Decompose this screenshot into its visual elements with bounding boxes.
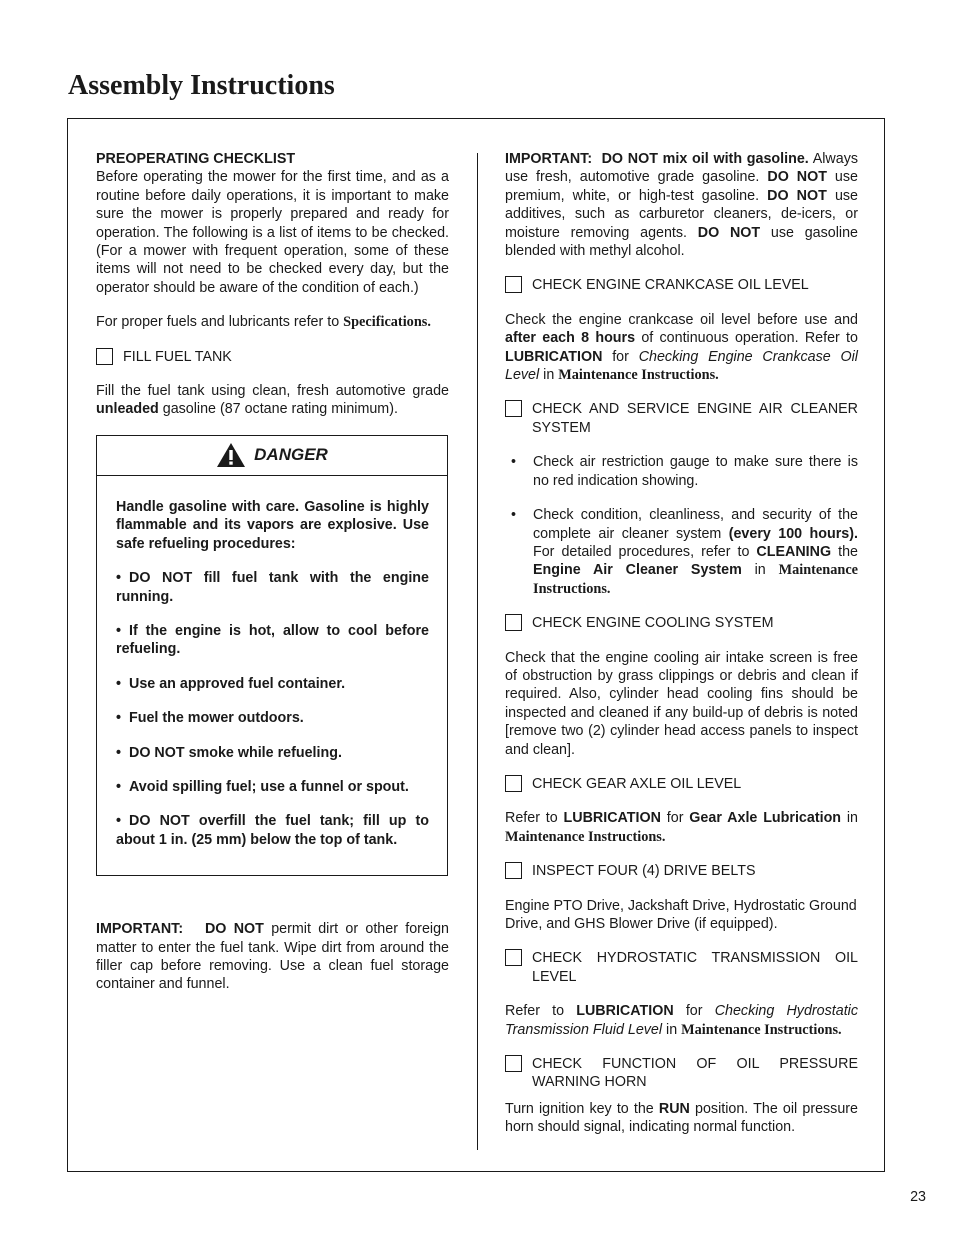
text: Refer to <box>505 1003 577 1020</box>
text: Check the engine crankcase oil level before use and <box>505 311 858 328</box>
text: Check condition, cleanliness, and security of the complete air cleaner system <box>533 507 858 542</box>
left-column <box>96 150 449 994</box>
gear-axle-paragraph <box>505 809 858 846</box>
danger-item-text: Use an approved fuel container. <box>129 675 346 692</box>
text: for <box>660 810 690 827</box>
crankcase-paragraph <box>505 311 858 385</box>
bold-text: after each 8 hours <box>505 330 636 347</box>
right-column <box>505 150 858 1137</box>
checklist-item-hydrostatic <box>505 949 858 986</box>
bold-text: LUBRICATION <box>576 1003 674 1020</box>
danger-item <box>116 569 429 606</box>
warning-horn-label: CHECK FUNCTION OF OIL PRESSURE WARNING HORN <box>532 1056 858 1091</box>
bullet-icon: • <box>116 813 122 830</box>
crankcase-oil-label: CHECK ENGINE CRANKCASE OIL LEVEL <box>532 277 809 294</box>
text: the <box>831 543 858 560</box>
fill-fuel-paragraph <box>96 382 449 419</box>
checklist-item-gear-axle <box>505 775 858 793</box>
maintenance-ref: Maintenance Instructions. <box>505 828 666 845</box>
warning-triangle-icon <box>216 442 246 468</box>
danger-item-text: DO NOT smoke while refueling. <box>129 744 342 761</box>
danger-header <box>97 436 447 476</box>
important-bold: DO NOT <box>697 224 761 241</box>
fuels-text: For proper fuels and lubricants refer to <box>96 314 344 331</box>
bold-text: LUBRICATION <box>563 810 661 827</box>
important-text: use additives, such as carburetor cleaners, de-icers, or moisture removing agents. <box>505 187 858 241</box>
column-divider <box>477 153 478 1150</box>
danger-intro: Handle gasoline with care. Gasoline is highly flammable and its vapors are explosive. Use safe refueling procedures: <box>116 498 429 552</box>
warning-horn-paragraph <box>505 1100 858 1137</box>
italic-text: Checking Hydrostatic Transmission Fluid Level <box>505 1003 858 1038</box>
important-bold: DO NOT <box>767 187 827 204</box>
drive-belts-paragraph: Engine PTO Drive, Jackshaft Drive, Hydrostatic Ground Drive, and GHS Blower Drive (if equipped). <box>505 897 857 932</box>
danger-item <box>116 709 429 727</box>
important-text: use gasoline blended with methyl alcohol. <box>505 224 858 260</box>
text: in <box>662 1021 682 1038</box>
danger-body <box>97 476 447 875</box>
air-restriction-text: Check air restriction gauge to make sure there is no red indication showing. <box>533 454 858 489</box>
fill-fuel-tank-label: FILL FUEL TANK <box>123 348 232 365</box>
bullet-icon: • <box>116 710 122 727</box>
danger-item <box>116 744 429 762</box>
text: in <box>741 562 779 579</box>
danger-item-text: DO NOT overfill the fuel tank; fill up to about 1 in. (25 mm) below the top of tank. <box>116 813 429 848</box>
crankcase-oil-checkbox[interactable] <box>505 276 522 293</box>
danger-item <box>116 778 429 796</box>
unleaded-text: unleaded <box>96 401 159 418</box>
page-number: 23 <box>910 1189 926 1205</box>
text: in <box>841 810 858 827</box>
fill-text-2: gasoline (87 octane rating minimum). <box>158 401 398 418</box>
danger-item <box>116 812 429 849</box>
important-bold: DO NOT mix oil with gasoline. <box>601 151 809 167</box>
checklist-item-air-cleaner <box>505 400 858 437</box>
air-cleaner-label: CHECK AND SERVICE ENGINE AIR CLEANER SYSTEM <box>532 401 858 436</box>
drive-belts-label: INSPECT FOUR (4) DRIVE BELTS <box>532 863 756 880</box>
maintenance-ref: Maintenance Instructions. <box>558 367 719 384</box>
danger-item-text: If the engine is hot, allow to cool before refueling. <box>116 622 429 658</box>
text: in <box>539 367 559 384</box>
maintenance-ref: Maintenance Instructions. <box>681 1021 842 1038</box>
text: Refer to <box>505 810 564 827</box>
text: for <box>602 348 639 365</box>
text: of continuous operation. Refer to <box>635 330 858 347</box>
bold-text: RUN <box>658 1100 690 1117</box>
important-bold: DO NOT <box>767 169 827 186</box>
hydrostatic-paragraph <box>505 1002 858 1039</box>
text: For detailed procedures, refer to <box>533 543 757 560</box>
bullet-icon: • <box>116 778 122 795</box>
important-text: Always use fresh, automotive grade gasoline. <box>505 151 858 186</box>
bold-text: Gear Axle Lubrication <box>689 810 842 827</box>
important-label: IMPORTANT: <box>505 151 593 167</box>
bullet-icon: • <box>116 570 122 587</box>
cooling-system-checkbox[interactable] <box>505 614 522 631</box>
checklist-heading: PREOPERATING CHECKLIST <box>96 151 296 167</box>
fuels-paragraph <box>96 313 449 331</box>
intro-paragraph: Before operating the mower for the first time, and as a routine before daily operations, it is important to make sure the mower is properly prepared and ready for operation. The following is a list of items to be checked. (For a mower with frequent operation, some of these items will not need to be checked every day, but the operator should be aware of the condition of each.) <box>96 169 449 296</box>
list-item <box>505 506 858 598</box>
danger-item <box>116 675 429 693</box>
bullet-icon: • <box>116 744 122 761</box>
maintenance-ref: Maintenance Instructions. <box>533 562 859 597</box>
drive-belts-checkbox[interactable] <box>505 862 522 879</box>
air-cleaner-condition-text <box>533 506 858 598</box>
specifications-ref: Specifications. <box>343 314 431 331</box>
text: for <box>673 1003 715 1020</box>
checklist-item-fill-fuel-tank <box>96 348 449 366</box>
danger-title: DANGER <box>254 445 328 465</box>
danger-item <box>116 622 429 659</box>
checklist-item-warning-horn <box>505 1055 858 1092</box>
bold-text: LUBRICATION <box>505 348 603 365</box>
fill-fuel-tank-checkbox[interactable] <box>96 348 113 365</box>
bullet-icon: • <box>116 622 122 639</box>
air-cleaner-checkbox[interactable] <box>505 400 522 417</box>
list-item <box>505 453 858 490</box>
text: Turn ignition key to the <box>505 1100 659 1117</box>
checklist-item-drive-belts <box>505 862 858 880</box>
bullet-icon: • <box>511 507 517 524</box>
checklist-item-cooling-system <box>505 614 858 632</box>
cooling-paragraph: Check that the engine cooling air intake screen is free of obstruction by grass clippings or debris and clean if required. Also, cylinder head cooling fins should be inspected and cleaned if any build-up of debris is noted [remove two (2) cylinder head access panels to inspect and clean]. <box>505 649 858 758</box>
hydrostatic-checkbox[interactable] <box>505 949 522 966</box>
gear-axle-checkbox[interactable] <box>505 775 522 792</box>
gear-axle-label: CHECK GEAR AXLE OIL LEVEL <box>532 775 742 792</box>
warning-horn-checkbox[interactable] <box>505 1055 522 1072</box>
bold-text: (every 100 hours). <box>728 525 858 542</box>
cooling-system-label: CHECK ENGINE COOLING SYSTEM <box>532 615 774 632</box>
checklist-item-crankcase-oil <box>505 276 858 294</box>
text: position. The oil pressure horn should signal, indicating normal function. <box>505 1100 858 1136</box>
fuel-important-paragraph <box>96 920 449 994</box>
italic-text: Checking Engine Crankcase Oil Level <box>505 348 858 384</box>
danger-item-text: Fuel the mower outdoors. <box>129 710 304 727</box>
danger-item-text: DO NOT fill fuel tank with the engine running. <box>116 570 429 605</box>
important-text: use premium, white, or high-test gasoline. <box>505 169 858 204</box>
bullet-icon: • <box>116 675 122 692</box>
danger-item-text: Avoid spilling fuel; use a funnel or spout. <box>129 778 409 795</box>
bold-text: CLEANING <box>756 543 832 560</box>
bullet-icon: • <box>511 454 517 471</box>
important-do-not: DO NOT <box>204 921 264 938</box>
fill-text-1: Fill the fuel tank using clean, fresh automotive grade <box>96 383 449 400</box>
bold-text: Engine Air Cleaner System <box>533 562 742 579</box>
important-text: permit dirt or other foreign matter to enter the fuel tank. Wipe dirt from around the filler cap before removing. Use a clean fuel storage container and funnel. <box>96 921 449 993</box>
important-label: IMPORTANT: <box>96 921 184 938</box>
gasoline-important-paragraph <box>505 150 858 260</box>
danger-box <box>96 435 448 876</box>
page-title: Assembly Instructions <box>68 70 335 101</box>
hydrostatic-label: CHECK HYDROSTATIC TRANSMISSION OIL LEVEL <box>532 950 858 985</box>
